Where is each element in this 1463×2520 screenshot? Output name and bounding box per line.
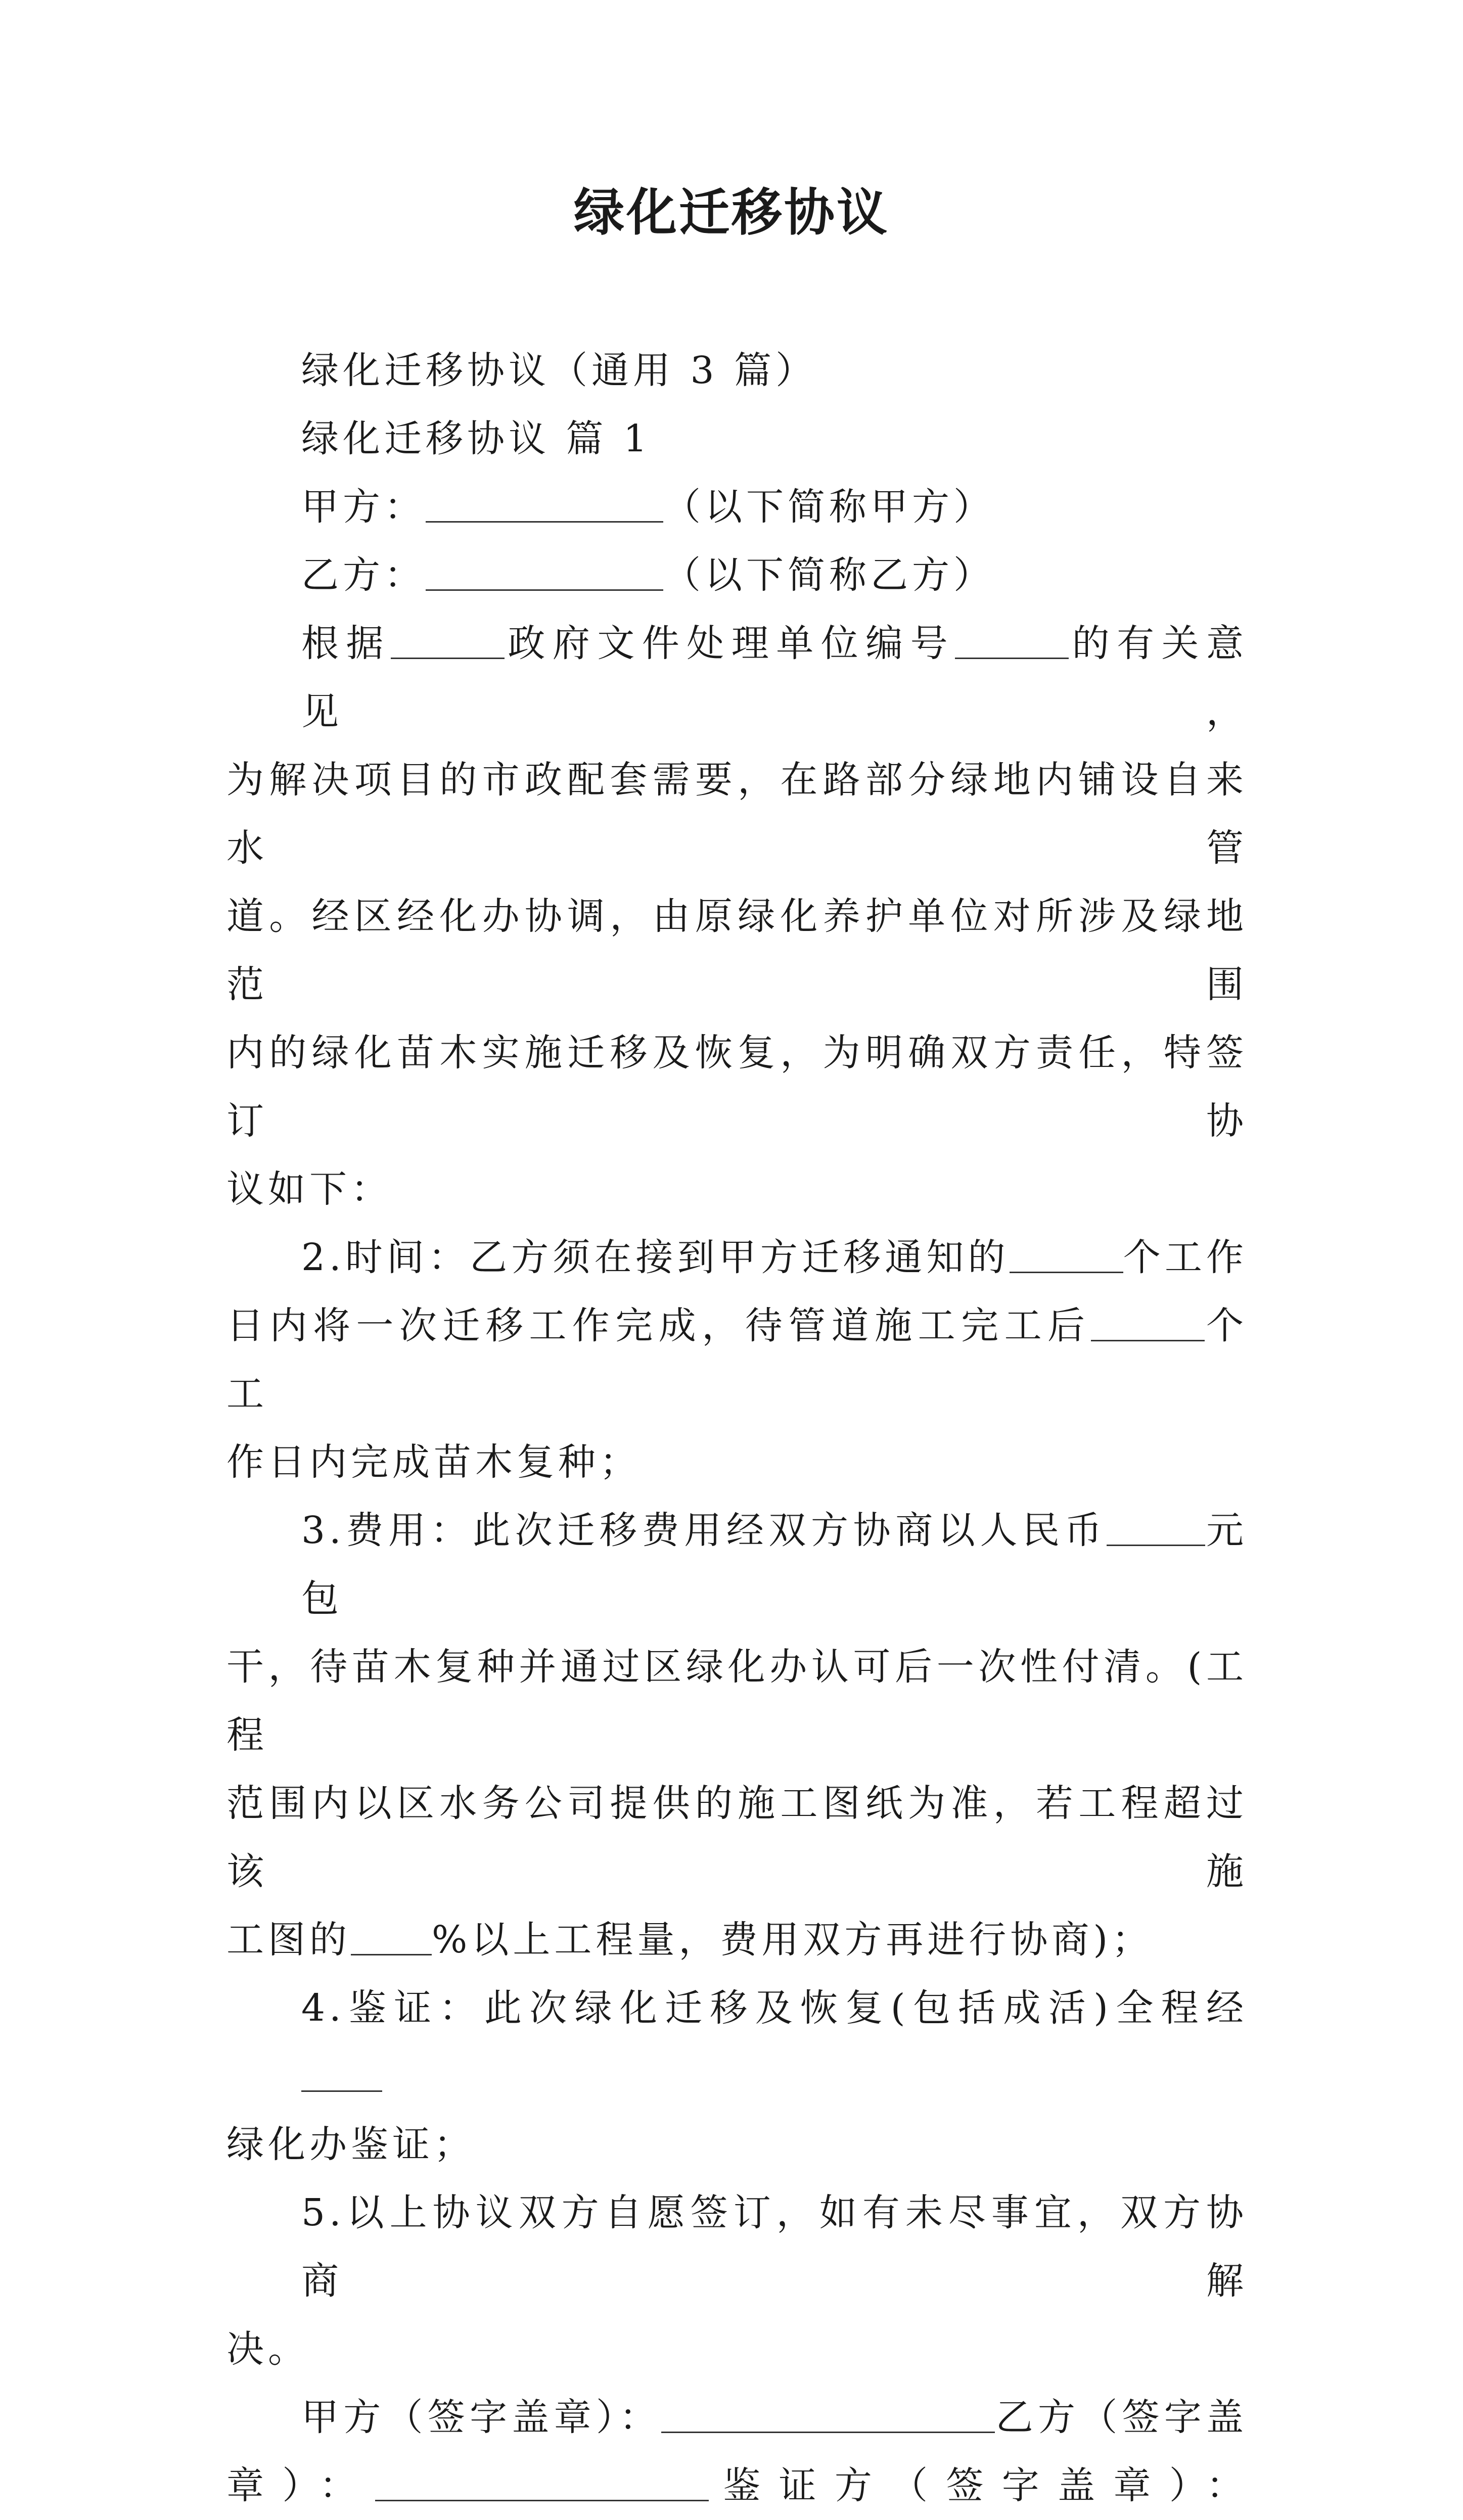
clause-3-line-4 xyxy=(226,1906,1248,1974)
intro-text: 政府文件处理单位编号 xyxy=(504,622,955,665)
clause-3-line-1 xyxy=(226,1497,1248,1633)
clause-text: 元包 xyxy=(301,1509,1248,1620)
party-b-suffix: （以下简称乙方） xyxy=(663,553,995,597)
intro-line-1 xyxy=(226,610,1248,746)
party-a-label: 甲方： xyxy=(301,485,426,529)
signature-line-1 xyxy=(226,2384,1248,2452)
page-title: 绿化迁移协议 xyxy=(574,182,889,242)
amount-blank xyxy=(1107,1504,1205,1546)
clause-text: 4.鉴证：此次绿化迁移及恢复(包括成活)全程经 xyxy=(301,1986,1248,2030)
clause-4-line-2: 绿化办鉴证； xyxy=(226,2123,475,2166)
clause-text: 3.费用：此次迁移费用经双方协商以人民币 xyxy=(301,1509,1107,1552)
party-a-blank xyxy=(426,481,663,523)
clause-text: 个工 xyxy=(226,1304,1248,1416)
clause-text: 日内将一次迁移工作完成，待管道施工完工后 xyxy=(226,1304,1091,1347)
clause-2-line-1 xyxy=(226,1224,1248,1292)
intro-text: 根据 xyxy=(301,622,391,665)
verifier-signature-label: 鉴证方（签字盖章）： xyxy=(708,2464,1248,2507)
workdays-blank xyxy=(1010,1231,1123,1273)
intro-line-2: 为解决项目的市政配套需要，在路部分绿地内铺设自来水管 xyxy=(226,758,1248,870)
clause-5-line-1: 5.以上协议双方自愿签订，如有未尽事宜，双方协商解 xyxy=(301,2191,1248,2303)
verifier-blank xyxy=(301,2050,382,2092)
section-heading: 绿化迁移协议 篇 1 xyxy=(301,417,652,460)
party-b-label: 乙方： xyxy=(301,553,426,597)
intro-text: 的有关意见， xyxy=(301,622,1248,733)
clause-2-line-3: 作日内完成苗木复种； xyxy=(226,1440,641,1484)
party-a-signature-blank xyxy=(661,2391,995,2433)
replant-days-blank xyxy=(1091,1299,1205,1341)
gov-doc-blank xyxy=(391,617,505,659)
party-b-signature-label-cont: 章）： xyxy=(226,2464,375,2507)
clause-5-line-2: 决。 xyxy=(226,2327,309,2371)
clause-text: 工图的 xyxy=(226,1918,351,1962)
party-a-suffix: （以下简称甲方） xyxy=(663,485,995,529)
party-b-signature-label: 乙方（签字盖 xyxy=(995,2396,1248,2439)
intro-line-5: 议如下： xyxy=(226,1168,392,1211)
clause-2-line-2 xyxy=(226,1292,1248,1428)
intro-line-4: 内的绿化苗木实施迁移及恢复，为明确双方责任，特签订协 xyxy=(226,1031,1248,1143)
percent-blank xyxy=(351,1914,432,1955)
document-body xyxy=(226,337,1248,2520)
party-a-signature-label: 甲方（签字盖章）： xyxy=(301,2396,662,2439)
signature-line-2 xyxy=(226,2452,1248,2520)
unit-number-blank xyxy=(955,617,1069,659)
clause-3-line-3: 范围内以区水务公司提供的施工图纸为准，若工程超过该施 xyxy=(226,1782,1248,1893)
party-b-blank xyxy=(426,549,663,591)
clause-text: 2.时间：乙方须在接到甲方迁移通知的 xyxy=(301,1236,1010,1279)
subtitle: 绿化迁移协议（通用 3 篇） xyxy=(301,349,817,392)
party-b-line xyxy=(226,541,1248,610)
clause-text: %以上工程量，费用双方再进行协商)； xyxy=(432,1918,1154,1962)
clause-3-line-2: 干，待苗木复种并通过区绿化办认可后一次性付清。(工程 xyxy=(226,1645,1248,1757)
party-b-signature-blank xyxy=(375,2459,709,2501)
clause-4-line-1 xyxy=(226,1974,1248,2111)
clause-text: 个工作 xyxy=(1123,1236,1248,1279)
intro-line-3: 道。经区经化办协调，由原绿化养护单位对所涉及绿地范围 xyxy=(226,895,1248,1006)
party-a-line xyxy=(226,473,1248,541)
